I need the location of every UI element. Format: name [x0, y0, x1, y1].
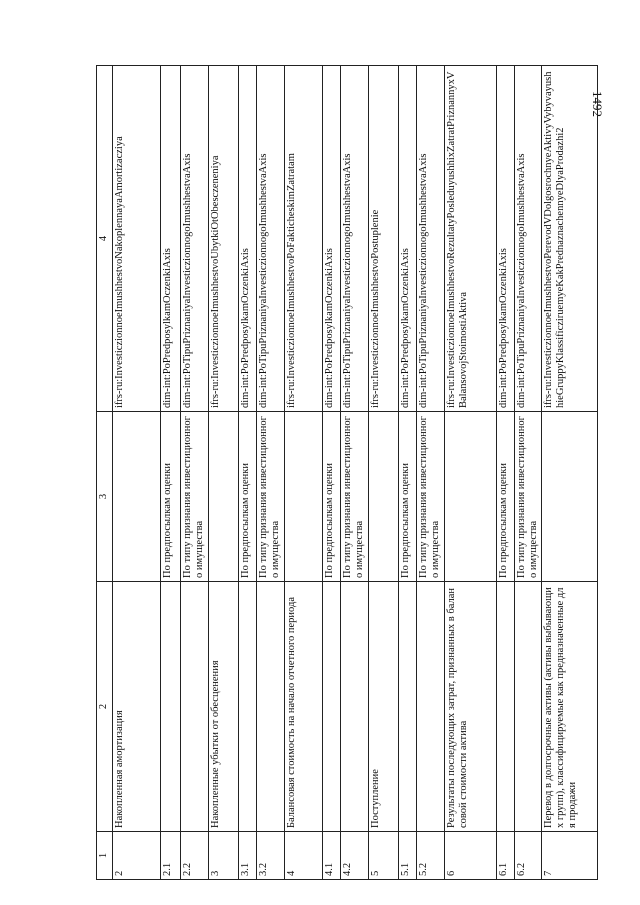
cell-basis [369, 412, 399, 582]
cell-n: 3.2 [257, 832, 285, 880]
cell-name [515, 582, 542, 832]
cell-name: Накопленные убытки от обесценения [209, 582, 239, 832]
cell-basis: По типу признания инвестиционного имущества [341, 412, 369, 582]
cell-name [181, 582, 209, 832]
cell-code: dim-int:PoPredposylkamOczenkiAxis [161, 66, 181, 412]
table-body [113, 66, 598, 880]
cell-name [341, 582, 369, 832]
table-row [542, 66, 598, 880]
cell-basis: По предпосылкам оценки [239, 412, 257, 582]
cell-name [323, 582, 341, 832]
table-row [399, 66, 417, 880]
cell-code: ifrs-ru:InvesticzionnoeImushhestvoUbytkiOtObesczeneniya [209, 66, 239, 412]
cell-basis: По предпосылкам оценки [161, 412, 181, 582]
table-row [113, 66, 161, 880]
table-row [239, 66, 257, 880]
cell-n: 6 [445, 832, 497, 880]
cell-code: ifrs-ru:InvesticzionnoeImushhestvoPerevodVDolgosrochnyeAktivyVybyvayushhieGruppyKlassificziruemyeKakPrednaznachennyeDlyaProdazhi2 [542, 66, 598, 412]
cell-n: 4.2 [341, 832, 369, 880]
cell-basis [285, 412, 323, 582]
cell-n: 5.1 [399, 832, 417, 880]
header-col-1: 1 [97, 832, 113, 880]
table-row [257, 66, 285, 880]
cell-basis: По типу признания инвестиционного имущества [181, 412, 209, 582]
cell-code: dim-int:PoTipuPriznaniyaInvesticzionnogoImushhestvaAxis [341, 66, 369, 412]
table-row [285, 66, 323, 880]
cell-n: 5 [369, 832, 399, 880]
cell-basis: По предпосылкам оценки [497, 412, 515, 582]
cell-code: dim-int:PoPredposylkamOczenkiAxis [399, 66, 417, 412]
cell-basis [209, 412, 239, 582]
cell-n: 6.2 [515, 832, 542, 880]
cell-basis: По типу признания инвестиционного имущества [257, 412, 285, 582]
cell-code: dim-int:PoTipuPriznaniyaInvesticzionnogoImushhestvaAxis [417, 66, 445, 412]
cell-name: Накопленная амортизация [113, 582, 161, 832]
cell-n: 6.1 [497, 832, 515, 880]
table-row [497, 66, 515, 880]
table-row [323, 66, 341, 880]
table-row [161, 66, 181, 880]
xbrl-mapping-table [96, 65, 598, 880]
cell-name [239, 582, 257, 832]
cell-n: 3.1 [239, 832, 257, 880]
cell-name [497, 582, 515, 832]
table-row [417, 66, 445, 880]
table-row [515, 66, 542, 880]
rotated-page [96, 66, 578, 880]
cell-name [161, 582, 181, 832]
cell-basis [542, 412, 598, 582]
cell-basis [113, 412, 161, 582]
table-row [445, 66, 497, 880]
cell-basis: По предпосылкам оценки [323, 412, 341, 582]
cell-n: 2.1 [161, 832, 181, 880]
cell-name: Балансовая стоимость на начало отчетного периода [285, 582, 323, 832]
cell-n: 4 [285, 832, 323, 880]
header-col-4: 4 [97, 66, 113, 412]
cell-code: dim-int:PoPredposylkamOczenkiAxis [323, 66, 341, 412]
cell-code: ifrs-ru:InvesticzionnoeImushhestvoPostuplenie [369, 66, 399, 412]
cell-code: ifrs-ru:InvesticzionnoeImushhestvoRezultatyPosleduyushhixZatratPriznannyxVBalansovojStoimostiAktiva [445, 66, 497, 412]
cell-code: dim-int:PoTipuPriznaniyaInvesticzionnogoImushhestvaAxis [515, 66, 542, 412]
cell-n: 5.2 [417, 832, 445, 880]
cell-name [399, 582, 417, 832]
cell-n: 3 [209, 832, 239, 880]
cell-name [257, 582, 285, 832]
cell-name: Поступление [369, 582, 399, 832]
header-col-3: 3 [97, 412, 113, 582]
table-row [209, 66, 239, 880]
table-row [341, 66, 369, 880]
header-col-2: 2 [97, 582, 113, 832]
header-row [97, 66, 113, 880]
cell-basis: По типу признания инвестиционного имущества [515, 412, 542, 582]
cell-basis: По предпосылкам оценки [399, 412, 417, 582]
cell-code: ifrs-ru:InvesticzionnoeImushhestvoPoFakticheskimZatratam [285, 66, 323, 412]
cell-name: Результаты последующих затрат, признанных в балансовой стоимости актива [445, 582, 497, 832]
table-row [181, 66, 209, 880]
cell-code: dim-int:PoPredposylkamOczenkiAxis [497, 66, 515, 412]
cell-code: dim-int:PoTipuPriznaniyaInvesticzionnogoImushhestvaAxis [257, 66, 285, 412]
cell-n: 7 [542, 832, 598, 880]
cell-code: ifrs-ru:InvesticzionnoeImushhestvoNakoplennayaAmortizacziya [113, 66, 161, 412]
cell-code: dim-int:PoPredposylkamOczenkiAxis [239, 66, 257, 412]
table-row [369, 66, 399, 880]
cell-name: Перевод в долгосрочные активы (активы выбывающих групп), классифицируемые как предназначенные для продажи [542, 582, 598, 832]
cell-code: dim-int:PoTipuPriznaniyaInvesticzionnogoImushhestvaAxis [181, 66, 209, 412]
cell-basis [445, 412, 497, 582]
cell-n: 4.1 [323, 832, 341, 880]
cell-n: 2 [113, 832, 161, 880]
cell-basis: По типу признания инвестиционного имущества [417, 412, 445, 582]
cell-n: 2.2 [181, 832, 209, 880]
page-number: 1492 [590, 91, 605, 117]
cell-name [417, 582, 445, 832]
